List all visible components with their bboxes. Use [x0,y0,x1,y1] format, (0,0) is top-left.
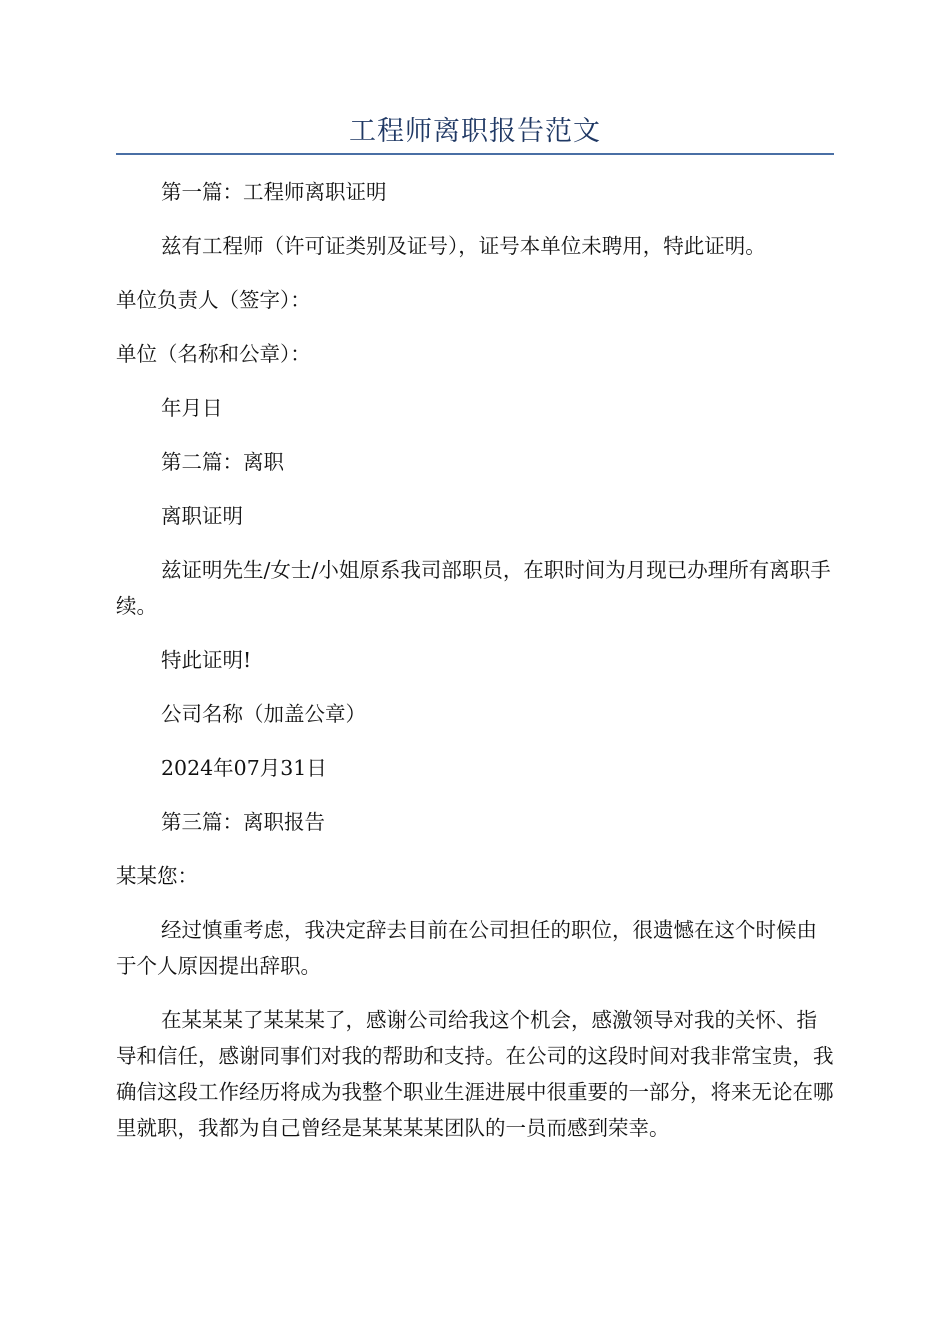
paragraph: 第一篇：工程师离职证明 [161,180,387,204]
document-title: 工程师离职报告范文 [349,116,601,147]
paragraph: 离职证明 [161,504,243,528]
paragraph: 兹有工程师（许可证类别及证号），证号本单位未聘用，特此证明。 [161,234,766,258]
paragraph: 经过慎重考虑，我决定辞去目前在公司担任的职位，很遗憾在这个时候由于个人原因提出辞职。 [116,918,817,978]
paragraph: 兹证明先生/女士/小姐原系我司部职员，在职时间为月现已办理所有离职手续。 [116,558,831,618]
paragraph: 第三篇：离职报告 [161,810,325,834]
paragraph: 单位负责人（签字）： [116,288,311,312]
paragraph: 某某您： [116,864,198,888]
paragraph: 2024年07月31日 [161,756,327,780]
paragraph: 在某某某了某某某了，感谢公司给我这个机会，感激领导对我的关怀、指导和信任，感谢同事们对我的帮助和支持。在公司的这段时间对我非常宝贵，我确信这段工作经历将成为我整个职业生涯进展中很重要的一部分，将来无论在哪里就职，我都为自己曾经是某某某某团队的一员而感到荣幸。 [116,1008,834,1140]
document-page [116,0,834,1344]
title-underline [116,153,834,155]
paragraph: 年月日 [161,396,223,420]
paragraph: 特此证明! [161,648,252,672]
paragraph: 第二篇：离职 [161,450,284,474]
paragraph: 公司名称（加盖公章） [161,702,366,726]
document-body [116,174,834,1164]
paragraph: 单位（名称和公章）： [116,342,311,366]
